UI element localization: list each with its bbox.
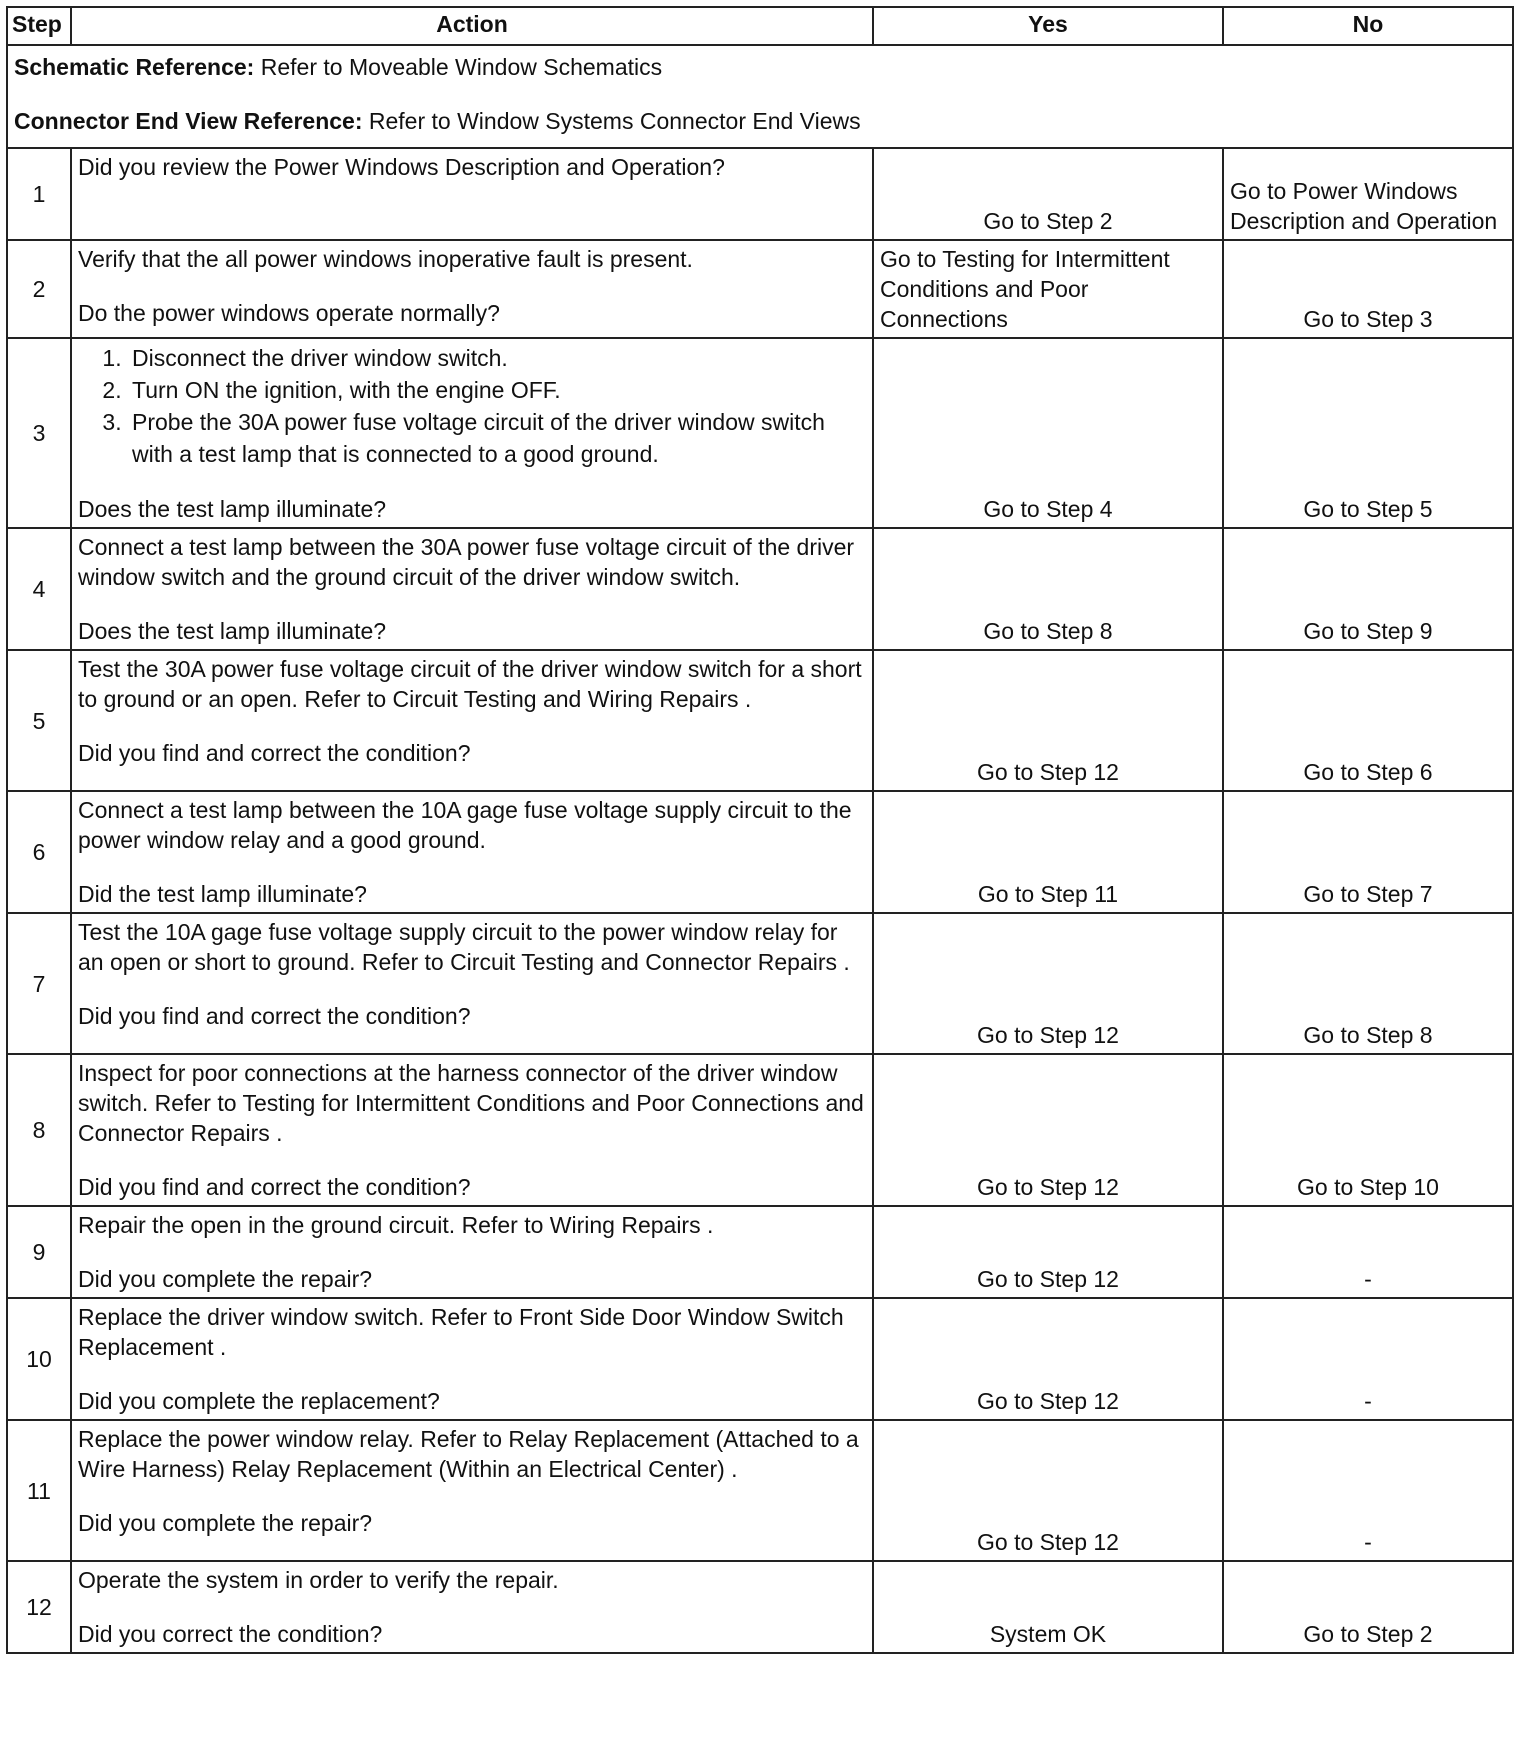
yes-cell[interactable]: Go to Testing for Intermittent Conditions and Poor Connections (873, 240, 1223, 338)
connector-reference-link[interactable]: Refer to Window Systems Connector End Views (368, 108, 861, 134)
yes-cell[interactable]: Go to Step 11 (873, 791, 1223, 913)
table-row (7, 650, 1513, 791)
no-cell[interactable]: Go to Step 7 (1223, 791, 1513, 913)
table-row (7, 1298, 1513, 1420)
action-text: Inspect for poor connections at the harness connector of the driver window switch. Refer to Testing for Intermittent Conditions and Poor Connections and Connector Repairs . (78, 1060, 864, 1146)
action-question: Did you correct the condition? (78, 1621, 383, 1647)
yes-cell[interactable]: Go to Step 12 (873, 1206, 1223, 1298)
action-text: Verify that the all power windows inoperative fault is present. (78, 246, 693, 272)
action-cell (71, 338, 873, 528)
schematic-reference (14, 52, 1506, 82)
substep-item: 3. Probe the 30A power fuse voltage circuit of the driver window switch with a test lamp that is connected to a good ground. (128, 406, 866, 470)
substep-list (102, 342, 866, 470)
no-cell: - (1223, 1206, 1513, 1298)
table-row (7, 1206, 1513, 1298)
no-cell[interactable]: Go to Step 8 (1223, 913, 1513, 1054)
table-row (7, 913, 1513, 1054)
reference-cell (7, 45, 1513, 148)
table-row (7, 791, 1513, 913)
yes-cell[interactable]: Go to Step 12 (873, 650, 1223, 791)
header-action: Action (71, 7, 873, 45)
no-cell[interactable]: Go to Step 3 (1223, 240, 1513, 338)
action-text: Did you review the Power Windows Description and Operation? (78, 154, 725, 180)
no-cell[interactable]: Go to Step 2 (1223, 1561, 1513, 1653)
step-number: 9 (7, 1206, 71, 1298)
action-question: Did you find and correct the condition? (78, 740, 471, 766)
action-question: Did you complete the repair? (78, 1266, 373, 1292)
action-text: Connect a test lamp between the 10A gage fuse voltage supply circuit to the power window relay and a good ground. (78, 797, 852, 853)
action-text: Test the 30A power fuse voltage circuit of the driver window switch for a short to ground or an open. Refer to Circuit Testing and Wiring Repairs . (78, 656, 862, 712)
no-cell[interactable]: Go to Step 6 (1223, 650, 1513, 791)
action-text: Connect a test lamp between the 30A power fuse voltage circuit of the driver window switch and the ground circuit of the driver window switch. (78, 534, 855, 590)
table-row (7, 528, 1513, 650)
header-step: Step (7, 7, 71, 45)
substep-item: 1. Disconnect the driver window switch. (128, 342, 866, 374)
step-number: 10 (7, 1298, 71, 1420)
connector-reference (14, 106, 1506, 136)
yes-cell[interactable]: Go to Step 12 (873, 1298, 1223, 1420)
table-row (7, 338, 1513, 528)
yes-cell[interactable]: Go to Step 8 (873, 528, 1223, 650)
action-question: Did the test lamp illuminate? (78, 881, 367, 907)
schematic-reference-label: Schematic Reference: (14, 54, 255, 80)
table-row (7, 148, 1513, 240)
action-question: Did you complete the replacement? (78, 1388, 440, 1414)
action-cell (71, 913, 873, 1054)
step-number: 12 (7, 1561, 71, 1653)
yes-cell[interactable]: Go to Step 12 (873, 1054, 1223, 1206)
no-cell: - (1223, 1298, 1513, 1420)
yes-cell[interactable]: Go to Step 12 (873, 1420, 1223, 1561)
no-cell[interactable]: Go to Step 5 (1223, 338, 1513, 528)
action-question: Did you find and correct the condition? (78, 1174, 471, 1200)
table-row (7, 1420, 1513, 1561)
action-question: Did you complete the repair? (78, 1510, 373, 1536)
step-number: 4 (7, 528, 71, 650)
action-text: Replace the driver window switch. Refer to Front Side Door Window Switch Replacement . (78, 1304, 844, 1360)
step-number: 6 (7, 791, 71, 913)
action-cell (71, 528, 873, 650)
no-cell: - (1223, 1420, 1513, 1561)
step-number: 7 (7, 913, 71, 1054)
reference-row (7, 45, 1513, 148)
action-cell (71, 1206, 873, 1298)
action-cell (71, 650, 873, 791)
action-text: Repair the open in the ground circuit. Refer to Wiring Repairs . (78, 1212, 714, 1238)
step-number: 5 (7, 650, 71, 791)
yes-cell[interactable]: Go to Step 4 (873, 338, 1223, 528)
no-cell[interactable]: Go to Step 10 (1223, 1054, 1513, 1206)
header-no: No (1223, 7, 1513, 45)
action-text: Operate the system in order to verify the repair. (78, 1567, 559, 1593)
yes-cell[interactable]: Go to Step 2 (873, 148, 1223, 240)
action-text: Replace the power window relay. Refer to Relay Replacement (Attached to a Wire Harness) Relay Replacement (Within an Electrical Center) . (78, 1426, 859, 1482)
step-number: 2 (7, 240, 71, 338)
yes-cell[interactable]: System OK (873, 1561, 1223, 1653)
header-yes: Yes (873, 7, 1223, 45)
action-cell (71, 148, 873, 240)
diagnostic-table (6, 6, 1514, 1654)
connector-reference-label: Connector End View Reference: (14, 108, 363, 134)
step-number: 1 (7, 148, 71, 240)
yes-cell[interactable]: Go to Step 12 (873, 913, 1223, 1054)
action-cell (71, 791, 873, 913)
action-text: Test the 10A gage fuse voltage supply circuit to the power window relay for an open or short to ground. Refer to Circuit Testing and Connector Repairs . (78, 919, 850, 975)
no-cell[interactable]: Go to Power Windows Description and Operation (1223, 148, 1513, 240)
substep-item: 2. Turn ON the ignition, with the engine OFF. (128, 374, 866, 406)
action-question: Does the test lamp illuminate? (78, 618, 387, 644)
step-number: 11 (7, 1420, 71, 1561)
table-row (7, 1054, 1513, 1206)
table-row (7, 1561, 1513, 1653)
action-question: Does the test lamp illuminate? (78, 496, 387, 522)
action-cell (71, 240, 873, 338)
action-cell (71, 1420, 873, 1561)
schematic-reference-link[interactable]: Refer to Moveable Window Schematics (260, 54, 663, 80)
action-cell (71, 1298, 873, 1420)
action-question: Do the power windows operate normally? (78, 300, 500, 326)
action-question: Did you find and correct the condition? (78, 1003, 471, 1029)
header-row (7, 7, 1513, 45)
no-cell[interactable]: Go to Step 9 (1223, 528, 1513, 650)
action-cell (71, 1561, 873, 1653)
step-number: 3 (7, 338, 71, 528)
action-cell (71, 1054, 873, 1206)
step-number: 8 (7, 1054, 71, 1206)
table-row (7, 240, 1513, 338)
